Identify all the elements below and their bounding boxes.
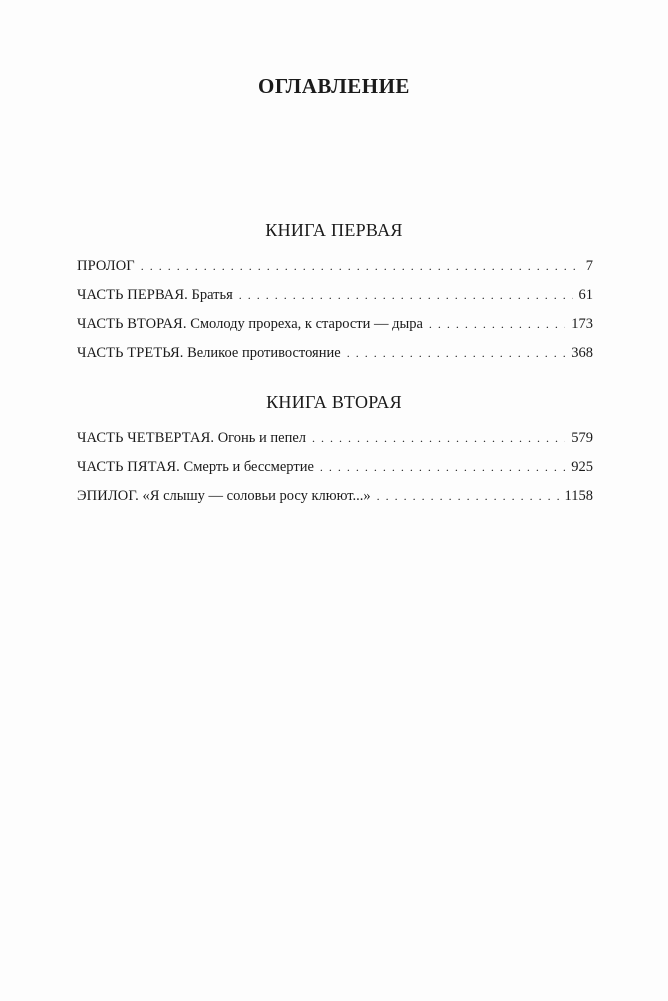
toc-subtitle: Братья [191, 287, 233, 303]
toc-part-label: ЧАСТЬ ВТОРАЯ. [77, 316, 187, 332]
toc-page-number: 7 [585, 258, 593, 274]
toc-entry[interactable] [77, 488, 593, 517]
toc-page-number: 173 [571, 316, 593, 332]
toc-leader-dots [239, 288, 573, 303]
toc-leader-dots [312, 431, 565, 446]
toc-entry-title [77, 345, 347, 362]
toc-leader-dots [429, 317, 565, 332]
toc-entry[interactable] [77, 430, 593, 459]
toc-page-number: 579 [571, 430, 593, 446]
toc-entry[interactable] [77, 345, 593, 374]
toc-part-label: ЧАСТЬ ПЕРВАЯ. [77, 287, 188, 303]
toc-entry-title [77, 488, 377, 505]
toc-entry-title [77, 287, 239, 304]
toc-leader-dots [320, 460, 565, 475]
toc-part-label: ЧАСТЬ ПЯТАЯ. [77, 459, 180, 475]
toc-entry[interactable] [77, 459, 593, 488]
toc-list-book-two [77, 430, 593, 517]
book-heading-second: КНИГА ВТОРАЯ [266, 392, 402, 412]
toc-part-label: ЧАСТЬ ТРЕТЬЯ. [77, 345, 184, 361]
toc-subtitle: Огонь и пепел [217, 430, 307, 446]
toc-entry-title [77, 459, 320, 476]
toc-leader-dots [347, 346, 566, 361]
toc-subtitle: Великое противостояние [187, 345, 341, 361]
toc-part-label: ЧАСТЬ ЧЕТВЕРТАЯ. [77, 430, 215, 446]
toc-part-label: ЭПИЛОГ. [77, 488, 139, 504]
toc-part-label: ПРОЛОГ [77, 258, 135, 274]
toc-subtitle: Смерть и бессмертие [183, 459, 314, 475]
toc-leader-dots [141, 259, 580, 274]
toc-entry[interactable] [77, 316, 593, 345]
toc-page-number: 925 [571, 459, 593, 475]
toc-page-number: 1158 [564, 488, 593, 504]
book-heading-first: КНИГА ПЕРВАЯ [265, 220, 403, 240]
toc-entry[interactable] [77, 258, 593, 287]
toc-list-book-one [77, 258, 593, 374]
page-title: ОГЛАВЛЕНИЕ [258, 74, 410, 98]
toc-entry-title [77, 316, 429, 333]
toc-subtitle: Смолоду прореха, к старости — дыра [190, 316, 423, 332]
toc-entry-title [77, 258, 141, 275]
toc-page-number: 368 [571, 345, 593, 361]
toc-leader-dots [377, 489, 559, 504]
toc-entry-title [77, 430, 312, 447]
toc-page-number: 61 [578, 287, 593, 303]
toc-subtitle: «Я слышу — соловьи росу клюют...» [142, 488, 371, 504]
toc-entry[interactable] [77, 287, 593, 316]
